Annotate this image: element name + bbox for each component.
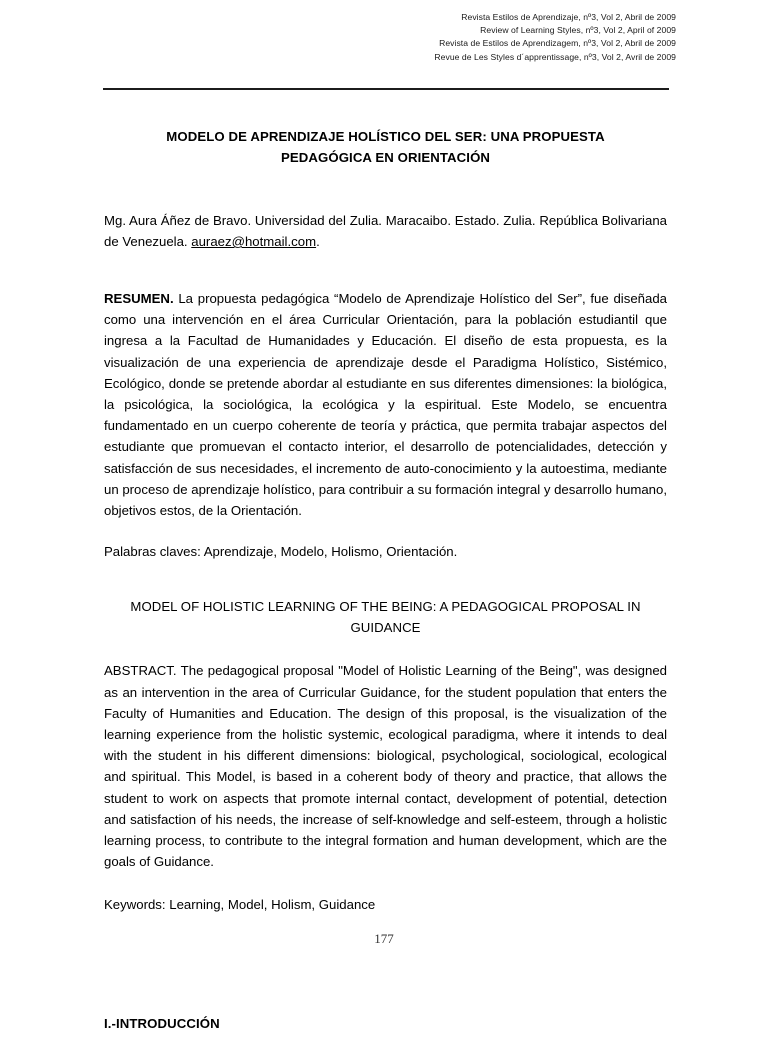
- abstract-english-text: The pedagogical proposal "Model of Holistic Learning of the Being", was designed as an intervention in the area of Curricular Guidance, for the student population that enters the Faculty of Humanities and Education. The design of this proposal, is the visualization of the learning experience from the holistic systemic, ecological paradigma, where it intends to deal with the student in his different dimensions: biological, psychological, sociological, ecological and spiritual. This Model, is based in a coherent body of theory and practice, that allows the student to work on aspects that promote internal contact, development of potential, detection and satisfaction of his needs, the increase of self-knowledge and self-esteem, through a holistic learning process, to contribute to the integral formation and human development, which are the goals of Guidance.: [104, 663, 667, 870]
- author-affiliation-line: [104, 210, 667, 252]
- abstract-spanish-text: La propuesta pedagógica “Modelo de Aprendizaje Holístico del Ser”, fue diseñada como una intervención en el área Curricular Orientación, para la población estudiantil que ingresa a la Facultad de Humanidades y Educación. El diseño de esta propuesta, es la visualización de una experiencia de aprendizaje desde el Paradigma Holístico, Sistémico, Ecológico, donde se pretende abordar al estudiante en sus diferentes dimensiones: la biológica, la psicológica, la sociológica, la ecológica y la espiritual. Este Modelo, se encuentra fundamentado en un cuerpo coherente de teoría y práctica, que permita trabajar aspectos del estudiante que promuevan el contacto interior, el desarrollo de potencialidades, detección y satisfacción de sus necesidades, el incremento de auto-conocimiento y la autoestima, mediante un proceso de aprendizaje holístico, para contribuir a su formación integral y desarrollo humano, objetivos estos, de la Orientación.: [104, 291, 667, 519]
- page-title-english: MODEL OF HOLISTIC LEARNING OF THE BEING: A PEDAGOGICAL PROPOSAL IN GUIDANCE: [130, 599, 641, 636]
- page-number: 177: [374, 931, 394, 946]
- author-line-terminator: .: [316, 234, 320, 249]
- page-title: MODELO DE APRENDIZAJE HOLÍSTICO DEL SER: UNA PROPUESTA PEDAGÓGICA EN ORIENTACIÓN: [166, 129, 605, 165]
- header-divider-rule: [103, 88, 669, 90]
- article-body: [104, 126, 667, 1045]
- abstract-spanish-label: RESUMEN.: [104, 291, 174, 306]
- section-heading-introduccion: I.-INTRODUCCIÓN: [104, 1015, 220, 1031]
- journal-header-line-fr: Revue de Les Styles d´apprentissage, nº3, Vol 2, Avril de 2009: [434, 51, 676, 62]
- author-email-link[interactable]: auraez@hotmail.com: [191, 234, 317, 249]
- author-affiliation-text: Mg. Aura Áñez de Bravo. Universidad del Zulia. Maracaibo. Estado. Zulia. República Bolivariana de Venezuela.: [104, 213, 667, 249]
- abstract-english-label: ABSTRACT.: [104, 663, 177, 679]
- abstract-english: [104, 660, 667, 872]
- keywords-english: Keywords: Learning, Model, Holism, Guidance: [104, 897, 376, 913]
- abstract-spanish: [104, 288, 667, 521]
- journal-header-line-en: Review of Learning Styles, nº3, Vol 2, April of 2009: [480, 25, 676, 36]
- journal-running-head: [104, 11, 676, 64]
- journal-header-line-es: Revista Estilos de Aprendizaje, nº3, Vol 2, Abril de 2009: [461, 12, 676, 22]
- journal-header-line-pt: Revista de Estilos de Aprendizagem, nº3, Vol 2, Abril de 2009: [439, 38, 676, 49]
- keywords-spanish: Palabras claves: Aprendizaje, Modelo, Holismo, Orientación.: [104, 544, 458, 560]
